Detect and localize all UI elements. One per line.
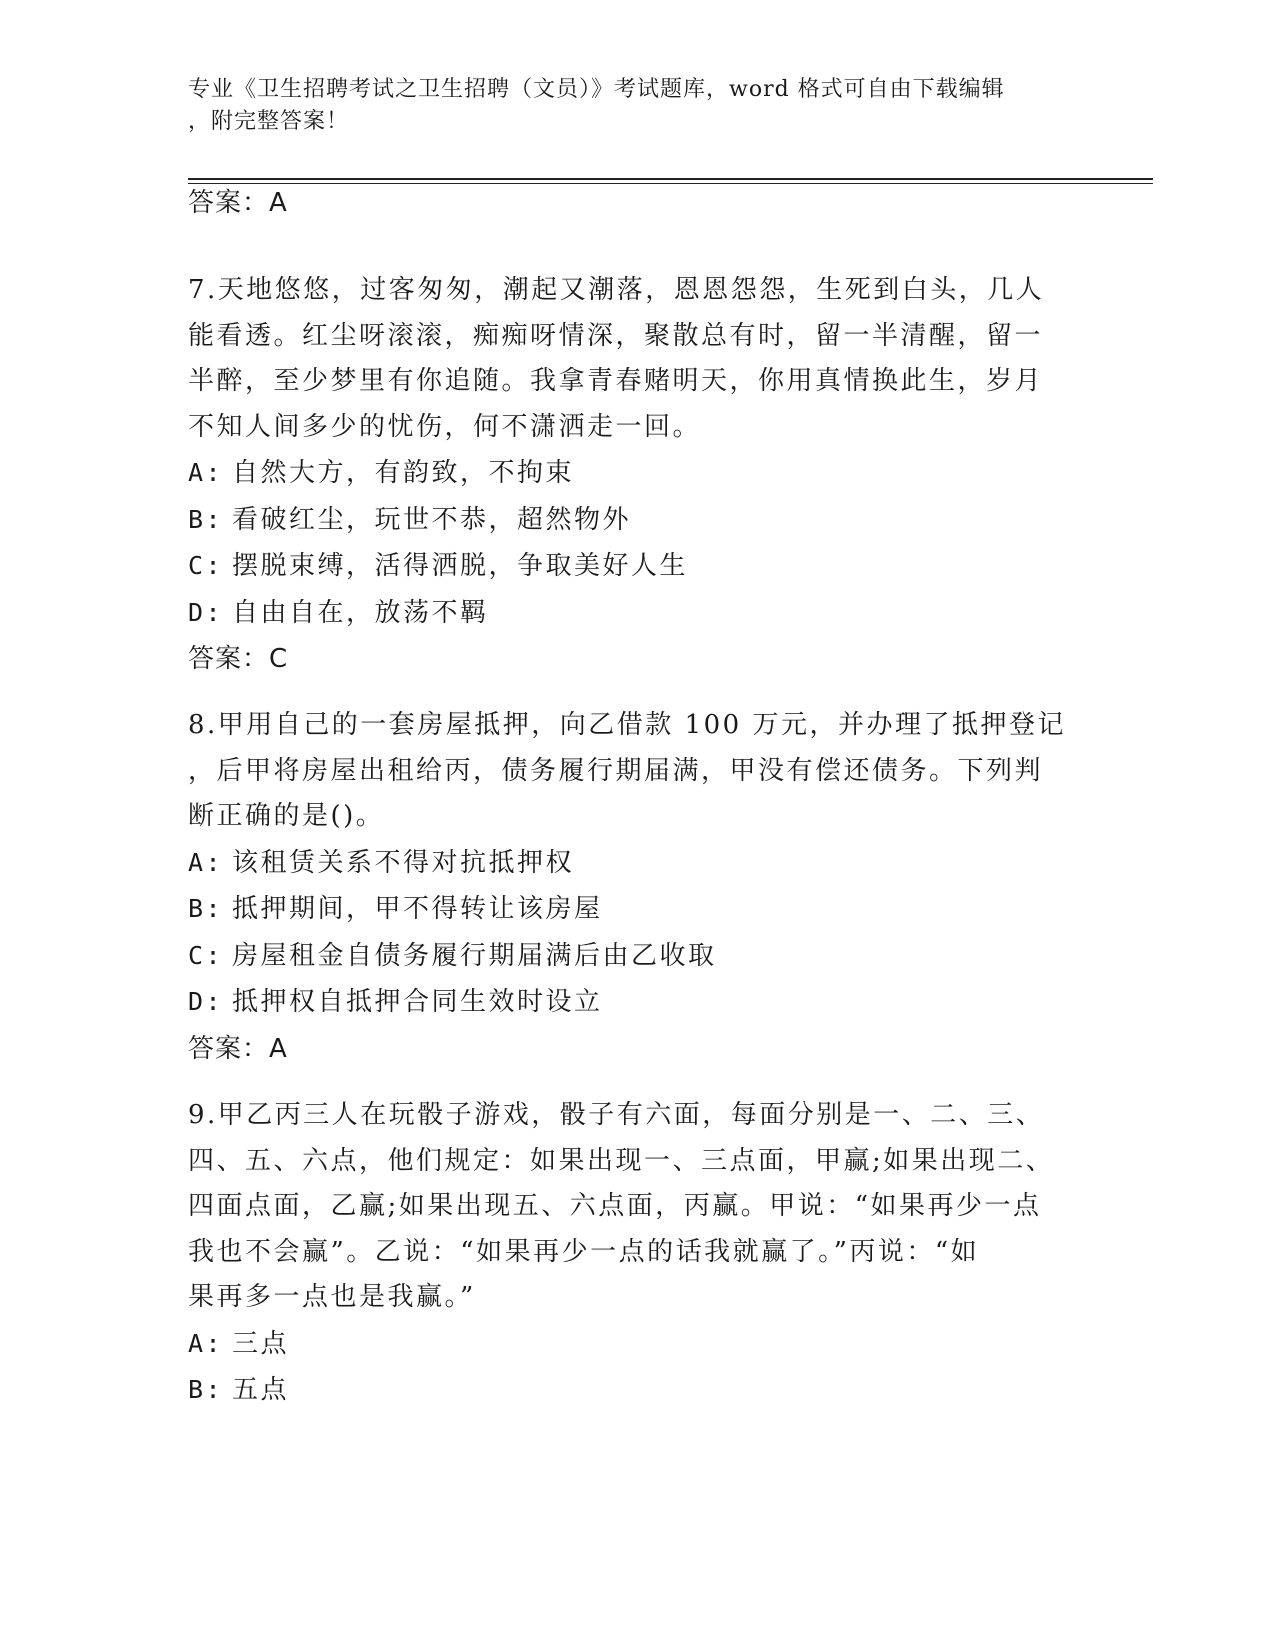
option-letter: C: [188,940,224,970]
answer-7: 答案：C [188,644,289,674]
option-b [188,497,1068,544]
question-line: 不知人间多少的忧伤，何不潇洒走一回。 [188,411,702,442]
option-text: 摆脱束缚，活得洒脱，争取美好人生 [232,551,689,581]
page-header [188,74,1068,138]
question-7-text [188,268,1068,450]
option-text: 三点 [232,1328,290,1359]
option-letter: B: [188,1375,224,1404]
option-text: 该租赁关系不得对抗抵押权 [232,847,575,878]
option-c [188,933,1068,980]
question-line: 7.天地悠悠，过客匆匆，潮起又潮落，恩恩怨怨，生死到白头，几人 [188,275,1045,305]
option-letter: A: [188,458,224,487]
question-line: 四面点面，乙赢;如果出现五、六点面，丙赢。甲说：“如果再少一点 [188,1191,1042,1221]
option-text: 看破红尘，玩世不恭，超然物外 [232,504,632,535]
option-text: 自由自在，放荡不羁 [232,597,489,628]
option-text: 抵押期间，甲不得转让该房屋 [232,894,603,924]
option-text: 自然大方，有韵致，不拘束 [232,458,575,488]
answer-8: 答案：A [188,1033,288,1064]
option-a [188,840,1068,887]
header-divider-thin [188,183,1153,184]
option-a [188,1321,1068,1368]
question-line: 断正确的是()。 [188,801,385,831]
question-line: 果再多一点也是我赢。” [188,1282,476,1312]
option-letter: A: [188,1328,224,1358]
question-8-text [188,703,1068,840]
option-a [188,450,1068,497]
option-text: 房屋租金自债务履行期届满后由乙收取 [232,940,717,971]
option-d [188,590,1068,637]
option-letter: D: [188,597,224,627]
option-letter: D: [188,987,224,1016]
question-line: 我也不会赢”。乙说：“如果再少一点的话我就赢了。”丙说：“如 [188,1236,980,1267]
question-line: 四、五、六点，他们规定：如果出现一、三点面，甲赢;如果出现二、 [188,1145,1055,1176]
question-line: 能看透。红尘呀滚滚，痴痴呀情深，聚散总有时，留一半清醒，留一 [188,320,1044,351]
question-9 [188,1093,1068,1414]
question-8 [188,703,1068,1066]
question-7 [188,268,1068,676]
question-9-text [188,1093,1068,1321]
question-line: ，后甲将房屋出租给丙，债务履行期届满，甲没有偿还债务。下列判 [188,755,1044,786]
option-text: 五点 [232,1375,290,1405]
question-line: 9.甲乙丙三人在玩骰子游戏，骰子有六面，每面分别是一、二、三、 [188,1100,1045,1130]
option-c [188,543,1068,590]
option-letter: A: [188,847,224,877]
option-letter: B: [188,894,224,923]
option-letter: B: [188,504,224,534]
header-line-1: 专业《卫生招聘考试之卫生招聘（文员）》考试题库，word 格式可自由下载编辑 [188,77,1005,102]
option-b [188,886,1068,933]
option-d [188,979,1068,1026]
header-line-2: ，附完整答案！ [188,109,350,134]
question-line: 半醉，至少梦里有你追随。我拿青春赌明天，你用真情换此生，岁月 [188,366,1044,396]
option-b [188,1367,1068,1414]
option-letter: C: [188,551,224,580]
answer-previous: 答案：A [188,188,288,218]
question-line: 8.甲用自己的一套房屋抵押，向乙借款 100 万元，并办理了抵押登记 [188,710,1066,740]
header-divider-thick [188,178,1153,180]
option-text: 抵押权自抵押合同生效时设立 [232,987,603,1017]
